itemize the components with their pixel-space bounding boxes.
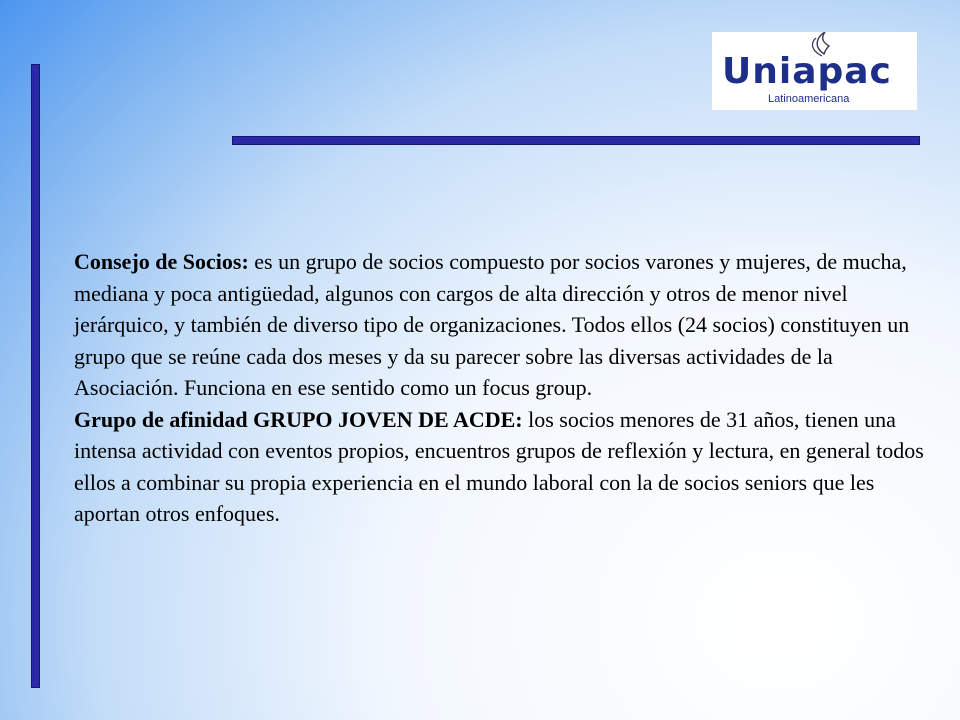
uniapac-logo bbox=[712, 32, 917, 110]
paragraph-grupo-joven bbox=[74, 404, 934, 530]
horizontal-accent-bar bbox=[232, 136, 920, 145]
body-text bbox=[74, 246, 934, 530]
vertical-accent-bar bbox=[31, 64, 40, 688]
text-consejo: es un grupo de socios compuesto por socios varones y mujeres, de mucha, mediana y poca antigüedad, algunos con cargos de alta dirección y otros de menor nivel jerárquico, y también de diverso tipo de organizaciones. Todos ellos (24 socios) constituyen un grupo que se reúne cada dos meses y da su parecer sobre las diversas actividades de la Asociación. Funciona en ese sentido como un focus group. bbox=[74, 249, 910, 400]
paragraph-consejo bbox=[74, 246, 934, 404]
logo-wordmark: Uniapac bbox=[722, 51, 892, 92]
term-consejo: Consejo de Socios: bbox=[74, 249, 249, 274]
text-grupo-joven: los socios menores de 31 años, tienen una intensa actividad con eventos propios, encuentros grupos de reflexión y lectura, en general todos ellos a combinar su propia experiencia en el mundo laboral con la de socios seniors que les aportan otros enfoques. bbox=[74, 406, 924, 526]
term-grupo-joven: Grupo de afinidad GRUPO JOVEN DE ACDE: bbox=[74, 406, 523, 432]
logo-subtitle: Latinoamericana bbox=[768, 93, 850, 105]
